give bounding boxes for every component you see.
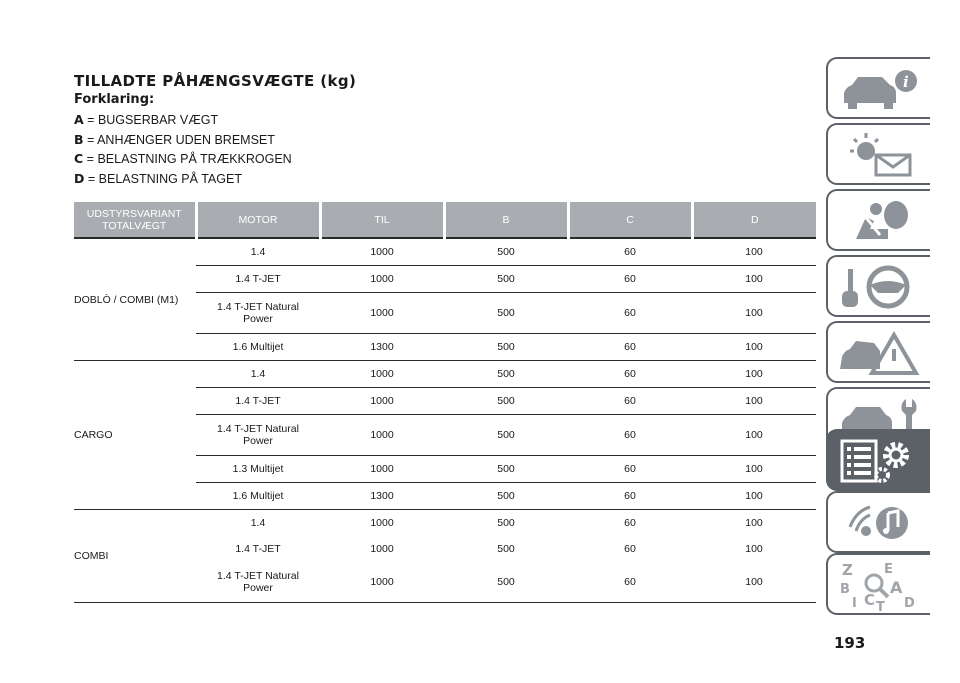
c-cell: 60 bbox=[568, 293, 692, 334]
d-cell: 100 bbox=[692, 361, 816, 388]
b-cell: 500 bbox=[497, 517, 515, 529]
variant-cell: DOBLÒ / COMBI (M1) bbox=[74, 238, 196, 361]
tab-multimedia[interactable] bbox=[826, 491, 930, 553]
key-steering-wheel-icon bbox=[836, 261, 926, 315]
svg-text:i: i bbox=[903, 73, 909, 91]
column-header-b: B bbox=[444, 202, 568, 238]
til-cell: 1000 bbox=[320, 361, 444, 388]
table-row bbox=[74, 238, 816, 266]
column-header-variant: UDSTYRSVARIANT TOTALVÆGT bbox=[74, 202, 196, 238]
legend-key: A bbox=[74, 112, 84, 127]
b-cell: 500 bbox=[444, 266, 568, 293]
motor-cell: 1.4 bbox=[196, 361, 320, 388]
tab-technical-data[interactable] bbox=[826, 429, 930, 491]
d-cell: 100 bbox=[692, 415, 816, 456]
til-cell: 1300 bbox=[320, 483, 444, 510]
motor-cell: 1.4 T-JET Natural Power bbox=[196, 293, 320, 334]
seat-airbag-icon bbox=[836, 195, 926, 249]
b-cell: 500 bbox=[444, 562, 568, 603]
d-cell: 100 bbox=[692, 483, 816, 510]
towing-weights-table bbox=[74, 202, 816, 603]
legend-key: C bbox=[74, 151, 84, 166]
column-header-motor: MOTOR bbox=[196, 202, 320, 238]
svg-text:Z: Z bbox=[842, 561, 853, 579]
d-cell: 100 bbox=[692, 334, 816, 361]
d-cell: 100 bbox=[745, 517, 763, 529]
b-cell: 500 bbox=[444, 388, 568, 415]
motor-cell: 1.3 Multijet bbox=[196, 456, 320, 483]
legend-item-c bbox=[74, 149, 292, 169]
til-cell: 1000 bbox=[320, 388, 444, 415]
svg-text:D: D bbox=[904, 596, 915, 611]
c-cell: 60 bbox=[568, 266, 692, 293]
d-cell: 100 bbox=[692, 293, 816, 334]
c-cell: 60 bbox=[568, 388, 692, 415]
legend-key: B bbox=[74, 131, 84, 147]
motor-cell: 1.4 bbox=[250, 517, 266, 529]
til-cell: 1000 bbox=[320, 266, 444, 293]
legend-key: D bbox=[74, 170, 85, 186]
column-header-til: TIL bbox=[320, 202, 444, 238]
svg-text:I: I bbox=[852, 596, 857, 611]
til-cell: 1000 bbox=[320, 293, 444, 334]
tab-index[interactable] bbox=[826, 553, 930, 615]
table-row bbox=[74, 510, 816, 537]
motor-cell: 1.4 T-JET bbox=[235, 543, 281, 555]
variant-cell: COMBI bbox=[74, 510, 196, 603]
b-cell: 500 bbox=[444, 293, 568, 334]
d-cell: 100 bbox=[745, 543, 763, 555]
c-cell: 60 bbox=[568, 562, 692, 603]
b-cell: 500 bbox=[444, 334, 568, 361]
svg-text:T: T bbox=[876, 600, 885, 613]
til-cell: 1000 bbox=[320, 456, 444, 483]
til-cell: 1300 bbox=[320, 334, 444, 361]
d-cell: 100 bbox=[692, 388, 816, 415]
tab-emergency[interactable] bbox=[826, 321, 930, 383]
motor-cell: 1.4 bbox=[196, 238, 320, 266]
legend-text: = BUGSERBAR VÆGT bbox=[87, 113, 219, 127]
legend-item-d bbox=[74, 169, 292, 189]
b-cell: 500 bbox=[444, 456, 568, 483]
c-cell: 60 bbox=[568, 483, 692, 510]
tab-warning-lights[interactable] bbox=[826, 123, 930, 185]
car-warning-triangle-icon bbox=[836, 327, 926, 381]
column-header-d: D bbox=[692, 202, 816, 238]
b-cell: 500 bbox=[444, 415, 568, 456]
motor-cell: 1.4 T-JET Natural Power bbox=[196, 562, 320, 603]
svg-text:C: C bbox=[864, 591, 876, 609]
b-cell: 500 bbox=[444, 238, 568, 266]
d-cell: 100 bbox=[692, 456, 816, 483]
car-info-icon bbox=[836, 63, 926, 117]
til-cell: 1000 bbox=[370, 517, 394, 529]
column-header-c: C bbox=[568, 202, 692, 238]
d-cell: 100 bbox=[692, 266, 816, 293]
warning-lights-envelope-icon bbox=[836, 129, 926, 183]
b-cell: 500 bbox=[444, 361, 568, 388]
b-cell: 500 bbox=[444, 483, 568, 510]
page-number: 193 bbox=[834, 634, 866, 652]
tab-starting-driving[interactable] bbox=[826, 255, 930, 317]
legend-text: = BELASTNING PÅ TRÆKKROGEN bbox=[86, 152, 292, 166]
legend-heading: Forklaring: bbox=[74, 92, 155, 107]
c-cell: 60 bbox=[624, 517, 636, 529]
til-cell: 1000 bbox=[320, 238, 444, 266]
table-row bbox=[74, 361, 816, 388]
multimedia-note-icon bbox=[836, 497, 926, 551]
d-cell: 100 bbox=[692, 238, 816, 266]
c-cell: 60 bbox=[568, 361, 692, 388]
variant-cell: CARGO bbox=[74, 361, 196, 510]
tab-safety[interactable] bbox=[826, 189, 930, 251]
c-cell: 60 bbox=[568, 456, 692, 483]
c-cell: 60 bbox=[568, 238, 692, 266]
motor-cell: 1.6 Multijet bbox=[196, 483, 320, 510]
til-cell: 1000 bbox=[320, 415, 444, 456]
table-header-row bbox=[74, 202, 816, 238]
alphabetical-index-icon bbox=[836, 559, 926, 613]
motor-cell: 1.6 Multijet bbox=[196, 334, 320, 361]
svg-text:E: E bbox=[884, 562, 893, 577]
legend-list bbox=[74, 110, 292, 188]
motor-cell: 1.4 T-JET bbox=[196, 266, 320, 293]
til-cell: 1000 bbox=[320, 562, 444, 603]
b-cell: 500 bbox=[497, 543, 515, 555]
legend-item-b bbox=[74, 130, 292, 150]
c-cell: 60 bbox=[568, 415, 692, 456]
tab-car-info[interactable] bbox=[826, 57, 930, 119]
til-cell: 1000 bbox=[370, 543, 394, 555]
legend-text: = ANHÆNGER UDEN BREMSET bbox=[87, 132, 275, 147]
c-cell: 60 bbox=[568, 334, 692, 361]
svg-text:A: A bbox=[890, 578, 903, 597]
legend-text: = BELASTNING PÅ TAGET bbox=[87, 171, 242, 186]
c-cell: 60 bbox=[624, 543, 636, 555]
technical-data-list-gear-icon bbox=[836, 435, 926, 489]
svg-text:B: B bbox=[840, 582, 850, 597]
legend-item-a bbox=[74, 110, 292, 130]
motor-cell: 1.4 T-JET bbox=[196, 388, 320, 415]
d-cell: 100 bbox=[692, 562, 816, 603]
page-title: TILLADTE PÅHÆNGSVÆGTE (kg) bbox=[74, 72, 357, 90]
motor-cell: 1.4 T-JET Natural Power bbox=[196, 415, 320, 456]
